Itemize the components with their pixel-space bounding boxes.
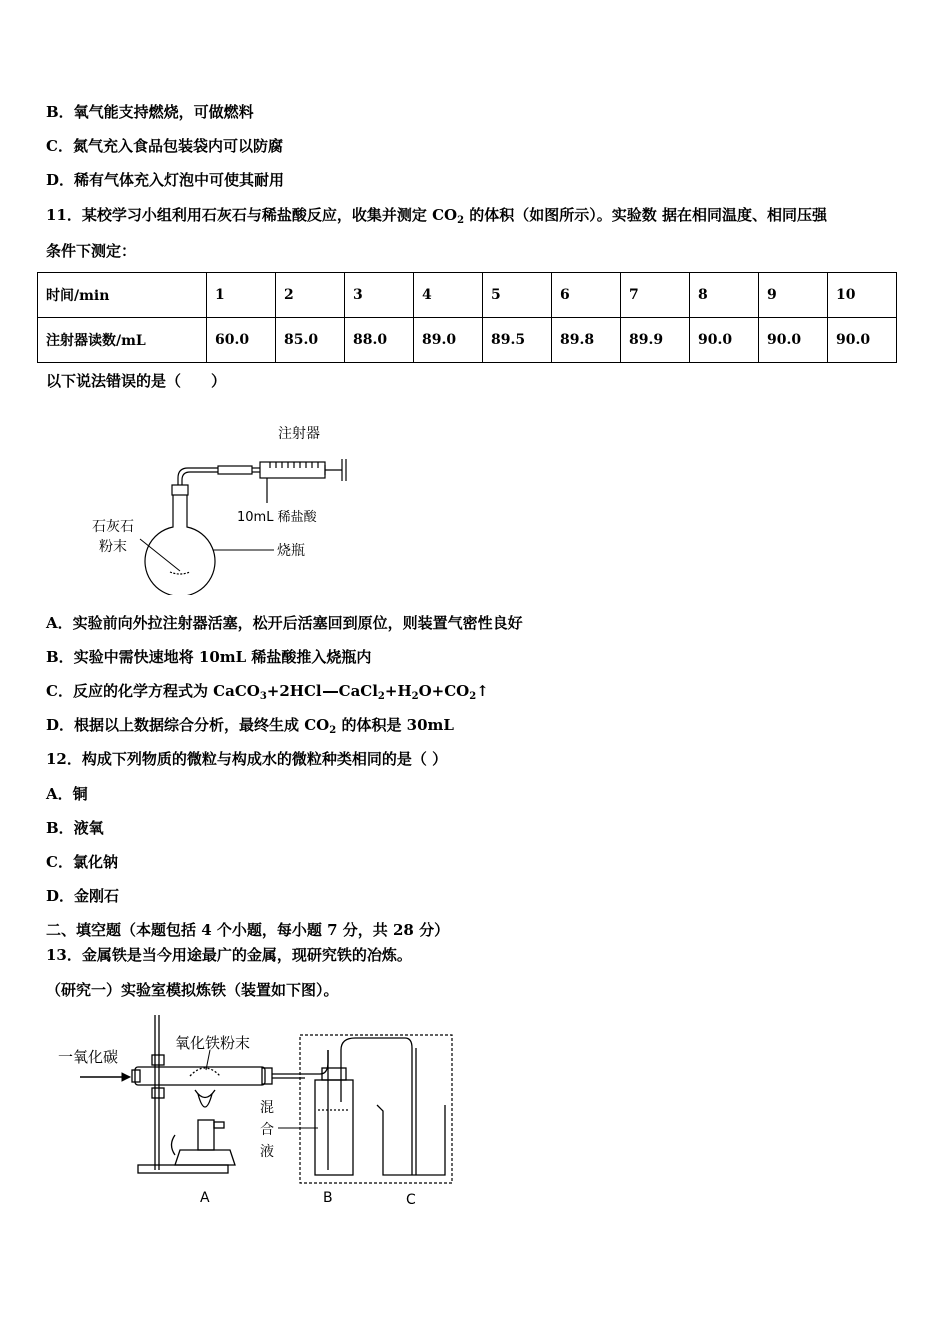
q12-option-a: A．铜 (46, 785, 88, 803)
q11-data-table (37, 272, 897, 363)
q10-option-c: C．氮气充入食品包装袋内可以防腐 (46, 137, 283, 155)
table-cell: 90.0 (690, 318, 759, 363)
co-label: 一氧化碳 (58, 1048, 119, 1066)
q10-option-d: D．稀有气体充入灯泡中可使其耐用 (46, 171, 285, 189)
table-cell: 7 (621, 273, 690, 318)
q11-option-a: A．实验前向外拉注射器活塞，松开后活塞回到原位，则装置气密性良好 (46, 614, 523, 632)
table-cell: 5 (483, 273, 552, 318)
mix-label-1: 混 (260, 1100, 274, 1116)
q11-option-d: D．根据以上数据综合分析，最终生成 $CO_2$ 的体积是 30mL (46, 716, 454, 736)
acid-label: 10mL 稀盐酸 (237, 510, 317, 525)
syringe-label: 注射器 (278, 426, 320, 442)
label-b: B (323, 1190, 333, 1206)
flask-icon (145, 485, 215, 595)
table-header-reading: 注射器读数/mL (38, 318, 207, 363)
table-cell: 90.0 (759, 318, 828, 363)
wash-bottle-icon (305, 1038, 416, 1175)
table-cell: 89.8 (552, 318, 621, 363)
q10-option-b: B．氧气能支持燃烧，可做燃料 (46, 103, 254, 121)
q11-apparatus-figure (80, 415, 380, 595)
table-cell: 6 (552, 273, 621, 318)
section-heading: 二、填空题（本题包括 4 个小题，每小题 7 分，共 28 分） (46, 921, 450, 939)
equals-bar (323, 691, 338, 693)
table-cell: 9 (759, 273, 828, 318)
q12-option-d: D．金刚石 (46, 887, 120, 905)
dashed-enclosure (300, 1035, 452, 1183)
table-cell: 1 (207, 273, 276, 318)
table-row-reading (38, 318, 897, 363)
limestone-label-2: 粉末 (99, 539, 127, 555)
table-cell: 85.0 (276, 318, 345, 363)
q12-option-b: B．液氧 (46, 819, 104, 837)
flask-label: 烧瓶 (277, 543, 305, 559)
table-cell: 8 (690, 273, 759, 318)
table-cell: 88.0 (345, 318, 414, 363)
mix-label-3: 液 (260, 1144, 274, 1160)
q12-option-c: C．氯化钠 (46, 853, 118, 871)
fe2o3-label: 氧化铁粉末 (175, 1034, 251, 1052)
connecting-tube (178, 466, 252, 485)
table-cell: 10 (828, 273, 897, 318)
q11-option-c: C．反应的化学方程式为 CaCO$_3$+2HCl $CaCl_2+H_2O+CO_2↑$ (46, 682, 489, 702)
table-header-time: 时间/min (38, 273, 207, 318)
q11-stem-line2: 条件下测定： (46, 242, 137, 260)
table-cell: 89.9 (621, 318, 690, 363)
q11-stem-line1: 11．某校学习小组利用石灰石与稀盐酸反应，收集并测定 $CO_2$ 的体积（如图所示）。实验数 据在相同温度、相同压强 (46, 206, 828, 226)
table-cell: 89.5 (483, 318, 552, 363)
reaction-tube (132, 1067, 305, 1085)
q13-stem: 13．金属铁是当今用途最广的金属，现研究铁的冶炼。 (46, 946, 412, 964)
table-cell: 4 (414, 273, 483, 318)
arrow-icon (80, 1073, 130, 1081)
label-a: A (200, 1190, 210, 1206)
mix-label-2: 合 (260, 1122, 274, 1138)
table-cell: 60.0 (207, 318, 276, 363)
syringe-icon (252, 459, 346, 503)
alcohol-lamp (172, 1090, 236, 1165)
beaker-icon (377, 1105, 445, 1175)
q11-question: 以下说法错误的是（ ） (46, 372, 227, 390)
q12-stem: 12．构成下列物质的微粒与构成水的微粒种类相同的是（ ） (46, 750, 448, 768)
label-c: C (406, 1192, 416, 1208)
table-cell: 3 (345, 273, 414, 318)
table-cell: 90.0 (828, 318, 897, 363)
limestone-label-1: 石灰石 (92, 519, 134, 535)
table-row-time (38, 273, 897, 318)
table-cell: 2 (276, 273, 345, 318)
q13-apparatus-figure (50, 1010, 460, 1210)
q11-option-b: B．实验中需快速地将 10mL 稀盐酸推入烧瓶内 (46, 648, 372, 666)
q13-research: （研究一）实验室模拟炼铁（装置如下图）。 (46, 981, 339, 999)
table-cell: 89.0 (414, 318, 483, 363)
